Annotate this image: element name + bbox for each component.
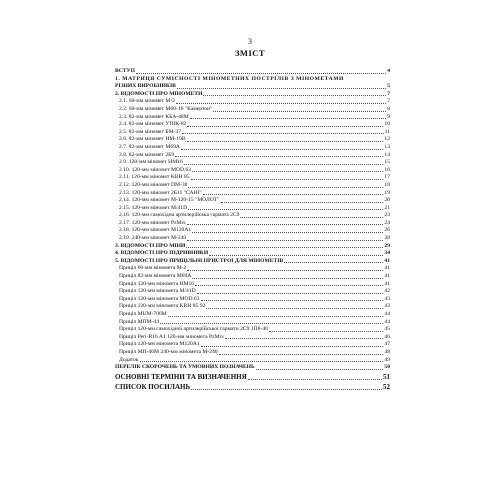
toc-entry-page: 10 [384, 121, 390, 128]
dot-leader [206, 308, 383, 309]
toc-entry-page: 21 [384, 204, 390, 211]
dot-leader [256, 369, 384, 370]
dot-leader [191, 389, 382, 390]
toc-entry-label: 5. ВІДОМОСТІ ПРО ПРИЦІЛЬНІ ПРИСТРОЇ ДЛЯ МІНОМЕТІВ [115, 257, 284, 264]
toc-entry [115, 357, 390, 365]
toc-entry-page: 47 [384, 341, 390, 348]
toc-entry [115, 341, 390, 349]
toc-entry-page: 46 [384, 333, 390, 340]
toc-entry-page: 44 [384, 318, 390, 325]
toc-entry [115, 227, 390, 235]
toc-entry-page: 43 [384, 303, 390, 310]
toc-entry-label: ВСТУП [115, 68, 135, 74]
page-number: 3 [248, 37, 252, 46]
dot-leader [203, 95, 386, 96]
toc-entry-label: 2.12. 120-мм міномет ПМ-38 [119, 181, 188, 188]
toc-entry-label: Приціл 60-мм міномета M-2 [119, 265, 187, 272]
dot-leader [186, 247, 383, 248]
toc-entry-label: СПИСОК ПОСИЛАНЬ [115, 382, 191, 391]
toc-entry [115, 91, 390, 99]
toc-entry [115, 76, 390, 84]
toc-entry-label: 2.15. 120-мм міномет M/41D [119, 204, 188, 211]
toc-entry-page: 41 [384, 280, 390, 287]
page-title: ЗМІСТ [234, 48, 266, 58]
toc-entry-label: Приціл 120-мм міномета M120A1 [119, 341, 200, 348]
toc-entry [115, 174, 390, 182]
toc-entry-label: 2.19. 240-мм міномет M-240 [119, 235, 187, 242]
dot-leader [136, 73, 386, 74]
dot-leader [177, 88, 386, 89]
toc-entry-label: Приціл 120-мм міномета KRH 85 92 [119, 303, 206, 310]
toc-entry-label: 3. ВІДОМОСТІ ПРО МІНИ [115, 242, 186, 249]
toc-entry-label: 2.6. 82-мм міномет НМ-19В [119, 136, 186, 143]
toc-entry-page: 41 [384, 273, 390, 280]
toc-entry-label: 2.10. 120-мм міномет MOD.63 [119, 166, 192, 173]
toc-entry [115, 311, 390, 319]
dot-leader [192, 171, 383, 172]
toc-entry [115, 281, 390, 289]
toc-entry [115, 106, 390, 114]
dot-leader [197, 293, 384, 294]
toc-entry-label: ОСНОВНІ ТЕРМІНИ ТА ВИЗНАЧЕННЯ [115, 372, 247, 381]
toc-entry-page: 13 [384, 143, 390, 150]
dot-leader [187, 126, 383, 127]
toc-entry [115, 334, 390, 342]
dot-leader [187, 270, 383, 271]
toc-entry-label: 4. ВІДОМОСТІ ПРО ПІДРИВНИКИ [115, 250, 209, 257]
toc-entry-label: 2.8. 82-мм міномет 2Б9 [119, 151, 175, 158]
dot-leader [140, 361, 384, 362]
toc-entry-page: 11 [384, 128, 390, 135]
toc-entry [115, 152, 390, 160]
toc-entry-label: 2.4. 82-мм міномет УПІК-82 [119, 121, 187, 128]
toc-entry [115, 144, 390, 152]
dot-leader [176, 103, 386, 104]
toc-entry-page: 15 [384, 159, 390, 166]
dot-leader [203, 194, 384, 195]
toc-entry [115, 68, 390, 76]
dot-leader [190, 118, 386, 119]
toc-entry-label: 2.17. 120-мм міномет PzMrs [119, 219, 186, 226]
dot-leader [187, 224, 384, 225]
toc-entry-label: Приціл MUM-706M [119, 311, 167, 317]
toc-entry-page: 28 [384, 235, 390, 242]
toc-entry-label: ПЕРЕЛІК СКОРОЧЕНЬ ТА УМОВНИХ ПОЗНАЧЕНЬ [115, 364, 255, 371]
toc-entry-label: Приціл Peri-R16 A1 120-мм міномета PzMrs [119, 333, 224, 340]
toc-entry-label: 2.11. 120-мм міномет KRH 85 [119, 174, 190, 181]
dot-leader [248, 379, 382, 380]
toc-entry-page: 19 [384, 189, 390, 196]
toc-entry-label: Приціл 120-мм міномета HM16 [119, 280, 195, 287]
toc-entry [115, 190, 390, 198]
toc-entry-page: 51 [383, 372, 390, 381]
dot-leader [195, 285, 383, 286]
dot-leader [209, 255, 383, 256]
toc-entry-page: 50 [384, 364, 390, 371]
toc-entry-page: 9 [387, 113, 390, 120]
toc-entry-page: 14 [384, 151, 390, 158]
dot-leader [192, 278, 383, 279]
toc-entry-label: Приціл МП-46М 240-мм міномета M-240 [119, 348, 218, 355]
toc-entry-page: 43 [384, 295, 390, 302]
toc-entry-page: 17 [384, 174, 390, 181]
dot-leader [225, 338, 384, 339]
toc-entry-page: 41 [384, 257, 390, 264]
toc-entry [115, 167, 390, 175]
toc-entry-label: 2.9. 120-мм міномет HM16 [119, 159, 183, 166]
toc-entry-page: 4 [387, 68, 390, 74]
toc-entry-label: Приціл 120-мм міномета M/41D [119, 288, 196, 295]
dot-leader [188, 187, 383, 188]
toc-entry [115, 372, 390, 382]
dot-leader [201, 300, 384, 301]
toc-entry-page: 7 [387, 98, 390, 105]
toc-entry [115, 129, 390, 137]
toc-entry-label: 2.16. 120-мм самохідна артилерійська гармата 2С9 [119, 212, 240, 219]
toc-entry [115, 319, 390, 327]
toc-entry [115, 296, 390, 304]
toc-entry-page: 5 [387, 83, 390, 90]
toc-entry-label: 2.13. 120-мм міномет 2Б11 "САНІ" [119, 189, 202, 196]
dot-leader [201, 346, 384, 347]
toc-entry [115, 326, 390, 334]
dot-leader [213, 111, 386, 112]
toc-entry [115, 349, 390, 357]
dot-leader [221, 202, 384, 203]
toc-entry [115, 235, 390, 243]
toc-entry [115, 250, 390, 258]
toc-entry [115, 288, 390, 296]
toc-entry-label: 1. МАТРИЦЯ СУМІСНОСТІ МІНОМЕТНИХ ПОСТРІЛІВ З МІНОМЕТАМИ [115, 75, 344, 82]
toc-entry-page: 45 [384, 326, 390, 333]
toc-entry-page: 20 [384, 197, 390, 204]
toc-entry-page: 23 [384, 212, 390, 219]
toc-entry-page: 26 [384, 227, 390, 234]
dot-leader [184, 164, 384, 165]
toc-entry-page: 52 [383, 382, 390, 391]
toc-entry-label: 2. ВІДОМОСТІ ПРО МІНОМЕТИ [115, 90, 203, 97]
toc-entry-label: Додаток [119, 356, 139, 363]
toc-entry-label: Приціл MПМ-44 [119, 318, 160, 325]
toc-entry-label: Приціл 82-мм міномета M69A [119, 273, 192, 280]
toc-entry [115, 273, 390, 281]
toc-entry [115, 114, 390, 122]
toc-entry [115, 121, 390, 129]
toc-entry [115, 382, 390, 392]
toc-entry-label: 2.18. 120-мм міномет M120A1 [119, 227, 192, 234]
toc-entry-page: 48 [384, 348, 390, 355]
toc-entry [115, 258, 390, 266]
toc-entry-label: РІЗНИХ ВИРОБНИКІВ [115, 83, 176, 90]
toc-entry-label: 2.2. 60-мм міномет M60-16 "Камертон" [119, 105, 213, 112]
toc-entry-label: Приціл 120-мм самохідної артилерійської гармати 2С9 1П8-40 [119, 326, 268, 333]
dot-leader [284, 262, 383, 263]
toc-entry-page: 49 [384, 356, 390, 363]
toc-entry-page: 42 [384, 288, 390, 295]
toc-entry-page: 7 [387, 90, 390, 97]
toc-entry-label: 2.14. 120-мм міномет M-120-15 "МОЛОТ" [119, 197, 220, 204]
toc-entry-page: 12 [384, 136, 390, 143]
toc-entry-page: 16 [384, 166, 390, 173]
dot-leader [175, 156, 383, 157]
dot-leader [187, 240, 383, 241]
dot-leader [219, 354, 384, 355]
toc-entry [115, 364, 390, 372]
toc-entry-page: 8 [387, 105, 390, 112]
toc-entry-page: 44 [384, 311, 390, 317]
toc-entry-label: 2.7. 82-мм міномет M69A [119, 143, 180, 150]
toc-entry-page: 34 [384, 250, 390, 257]
toc-entry-page: 24 [384, 219, 390, 226]
dot-leader [188, 209, 383, 210]
table-of-contents [115, 68, 390, 392]
toc-entry [115, 220, 390, 228]
dot-leader [191, 179, 384, 180]
dot-leader [181, 149, 383, 150]
toc-entry-label: 2.3. 82-мм міномет КБА-48М [119, 113, 189, 120]
toc-entry-page: 18 [384, 181, 390, 188]
toc-entry [115, 265, 390, 273]
toc-entry [115, 212, 390, 220]
dot-leader [192, 232, 383, 233]
dot-leader [182, 133, 384, 134]
toc-entry [115, 205, 390, 213]
dot-leader [240, 217, 383, 218]
toc-entry [115, 98, 390, 106]
dot-leader [160, 323, 383, 324]
dot-leader [168, 316, 384, 317]
toc-entry [115, 303, 390, 311]
toc-entry [115, 136, 390, 144]
toc-entry [115, 243, 390, 251]
toc-entry [115, 159, 390, 167]
toc-entry-continuation [115, 83, 390, 91]
toc-entry-label: 2.5. 82-мм міномет БМ-37 [119, 128, 182, 135]
toc-entry [115, 197, 390, 205]
toc-entry [115, 182, 390, 190]
toc-entry-page: 41 [384, 265, 390, 272]
dot-leader [187, 141, 384, 142]
toc-entry-page: 29 [384, 242, 390, 249]
dot-leader [269, 331, 383, 332]
toc-entry-label: 2.1. 60-мм міномет M-2 [119, 98, 176, 105]
toc-entry-label: Приціл 120-мм міномета MOD.63 [119, 295, 200, 302]
